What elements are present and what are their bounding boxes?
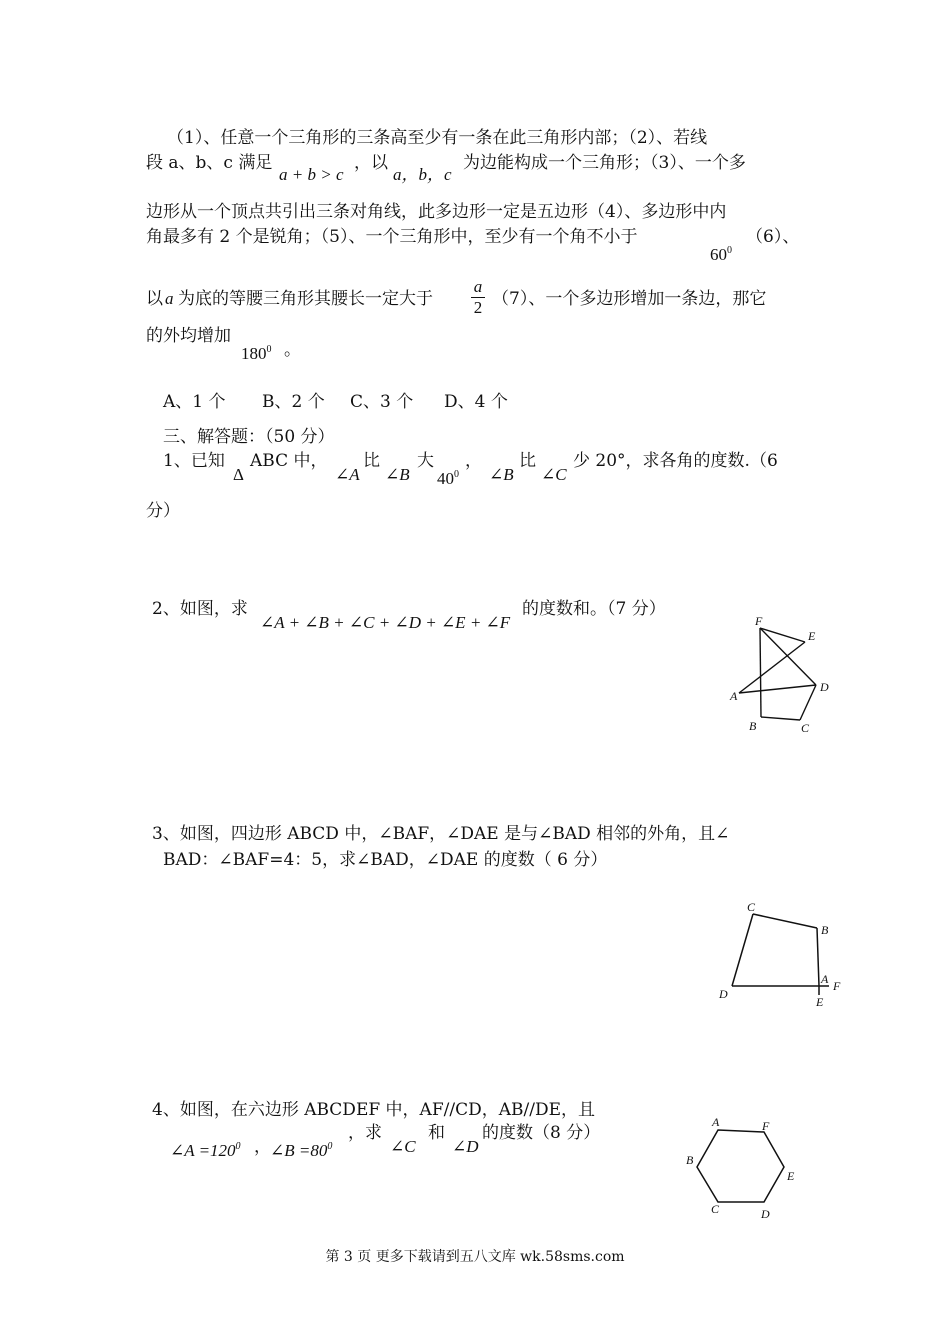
q2-label-e: E bbox=[808, 629, 816, 643]
q1-text-c: 比 bbox=[363, 451, 380, 471]
mc-line-6 bbox=[146, 325, 546, 363]
option-b: B、2 个 bbox=[262, 392, 325, 412]
q1-text-e: ， bbox=[465, 451, 482, 471]
q1-line-1 bbox=[163, 450, 823, 486]
q3-label-f: F bbox=[833, 979, 841, 993]
mc-line-2-text-b: ，以 bbox=[354, 153, 388, 173]
mc-line-1: （1）、任意一个三角形的三条高至少有一条在此三角形内部；（2）、若线 bbox=[167, 128, 708, 148]
q3-label-a: A bbox=[821, 972, 829, 986]
q3-label-b: B bbox=[821, 923, 829, 937]
q4-text-b: ，求 bbox=[348, 1123, 382, 1143]
q4-angle-a: ∠A $=120^0$ bbox=[170, 1141, 241, 1160]
q2-label-b: B bbox=[749, 719, 757, 733]
q1-angle-b2: ∠B bbox=[489, 465, 514, 484]
mc-line-2 bbox=[146, 152, 806, 184]
q3-seg-ba bbox=[817, 928, 819, 986]
side-vars: a，b，c bbox=[393, 165, 452, 184]
q4-label-d: D bbox=[761, 1207, 770, 1221]
q4-text-d: 的度数（8 分） bbox=[482, 1123, 601, 1143]
q4-label-f: F bbox=[762, 1119, 770, 1133]
mc-line-5 bbox=[146, 277, 806, 326]
q1-line-2: 分） bbox=[146, 501, 180, 521]
q3-line-2: BAD：∠BAF=4：5，求∠BAD，∠DAE 的度数（ 6 分） bbox=[163, 850, 608, 870]
q2-angle-sum: ∠A + ∠B + ∠C + ∠D + ∠E + ∠F bbox=[260, 613, 511, 632]
q2-label-a: A bbox=[730, 689, 738, 703]
inequality: a + b > c bbox=[279, 165, 344, 184]
q2-label-f: F bbox=[755, 614, 763, 628]
q2-seg-bc bbox=[761, 717, 800, 720]
q4-angle-d: ∠D bbox=[452, 1137, 479, 1156]
q2-seg-fb bbox=[760, 628, 761, 717]
q2-label-d: D bbox=[820, 680, 829, 694]
var-a: a bbox=[165, 289, 174, 308]
mc-line-6-text-b: 。 bbox=[284, 340, 301, 360]
q4-label-b: B bbox=[686, 1153, 694, 1167]
option-d: D、4 个 bbox=[444, 392, 508, 412]
q4-angle-b: ∠B $=80^0$ bbox=[270, 1141, 333, 1160]
option-c: C、3 个 bbox=[350, 392, 414, 412]
angle-60: $60^0$ bbox=[710, 245, 732, 264]
q4-label-e: E bbox=[787, 1169, 795, 1183]
q3-figure bbox=[715, 900, 850, 1010]
q1-angle-b: ∠B bbox=[385, 465, 410, 484]
q1-angle-a: ∠A bbox=[335, 465, 360, 484]
triangle-symbol: Δ bbox=[233, 465, 244, 484]
q4-angle-c: ∠C bbox=[390, 1137, 416, 1156]
q4-label-c: C bbox=[711, 1202, 720, 1216]
section-title: 三、解答题：（50 分） bbox=[163, 427, 335, 447]
q1-text-d: 大 bbox=[417, 451, 434, 471]
q2-seg-ae bbox=[739, 642, 805, 693]
mc-line-4-text-a: 角最多有 2 个是锐角；（5）、一个三角形中，至少有一个角不小于 bbox=[146, 227, 638, 247]
mc-line-6-text-a: 的外均增加 bbox=[146, 326, 231, 346]
mc-line-3: 边形从一个顶点共引出三条对角线，此多边形一定是五边形（4）、多边形中内 bbox=[146, 202, 727, 222]
mc-line-2-text-a: 段 a、b、c 满足 bbox=[146, 153, 273, 173]
mc-line-5-text-b: 为底的等腰三角形其腰长一定大于 bbox=[178, 289, 433, 309]
q4-hexagon bbox=[697, 1130, 784, 1202]
q1-text-f: 比 bbox=[519, 451, 536, 471]
q4-text-c: 和 bbox=[428, 1123, 445, 1143]
q2-text-a: 2、如图，求 bbox=[152, 599, 248, 619]
mc-line-5-text-a: 以 bbox=[146, 289, 163, 309]
mc-line-2-text-c: 为边能构成一个三角形；（3）、一个多 bbox=[463, 153, 746, 173]
fraction-a-over-2: a 2 bbox=[471, 277, 485, 318]
q3-label-e: E bbox=[816, 995, 824, 1009]
q3-label-d: D bbox=[719, 987, 728, 1001]
q3-line-1: 3、如图，四边形 ABCD 中，∠BAF，∠DAE 是与∠BAD 相邻的外角，且∠ bbox=[152, 824, 730, 844]
mc-line-4 bbox=[146, 226, 826, 264]
q3-label-c: C bbox=[747, 900, 756, 914]
option-a: A、1 个 bbox=[163, 392, 226, 412]
q3-seg-dc bbox=[732, 914, 753, 986]
mc-line-5-text-c: （7）、一个多边形增加一条边，那它 bbox=[492, 289, 767, 309]
mc-line-4-text-b: （6）、 bbox=[746, 227, 800, 247]
page-footer: 第 3 页 更多下载请到五八文库 wk.58sms.com bbox=[325, 1249, 625, 1265]
q2-figure bbox=[720, 610, 840, 740]
q2-label-c: C bbox=[801, 721, 810, 735]
q4-line-1: 4、如图，在六边形 ABCDEF 中，AF//CD，AB//DE，且 bbox=[152, 1100, 595, 1120]
q1-angle-40: $40^0$ bbox=[437, 469, 459, 488]
q1-angle-c: ∠C bbox=[541, 465, 567, 484]
q2-line bbox=[152, 598, 712, 634]
q3-seg-cb bbox=[753, 914, 817, 928]
q4-figure bbox=[680, 1112, 800, 1222]
angle-180: $180^0$ bbox=[241, 344, 272, 363]
q2-seg-cd bbox=[800, 685, 816, 720]
q2-text-b: 的度数和。（7 分） bbox=[522, 599, 666, 619]
q4-label-a: A bbox=[712, 1115, 720, 1129]
q2-seg-da bbox=[739, 685, 816, 693]
q4-sep: ， bbox=[254, 1137, 271, 1157]
q1-text-b: ABC 中， bbox=[250, 451, 328, 471]
q4-line-2 bbox=[170, 1122, 670, 1158]
q1-text-a: 1、已知 bbox=[163, 451, 225, 471]
q1-text-g: 少 20°，求各角的度数.（6 bbox=[573, 451, 778, 471]
